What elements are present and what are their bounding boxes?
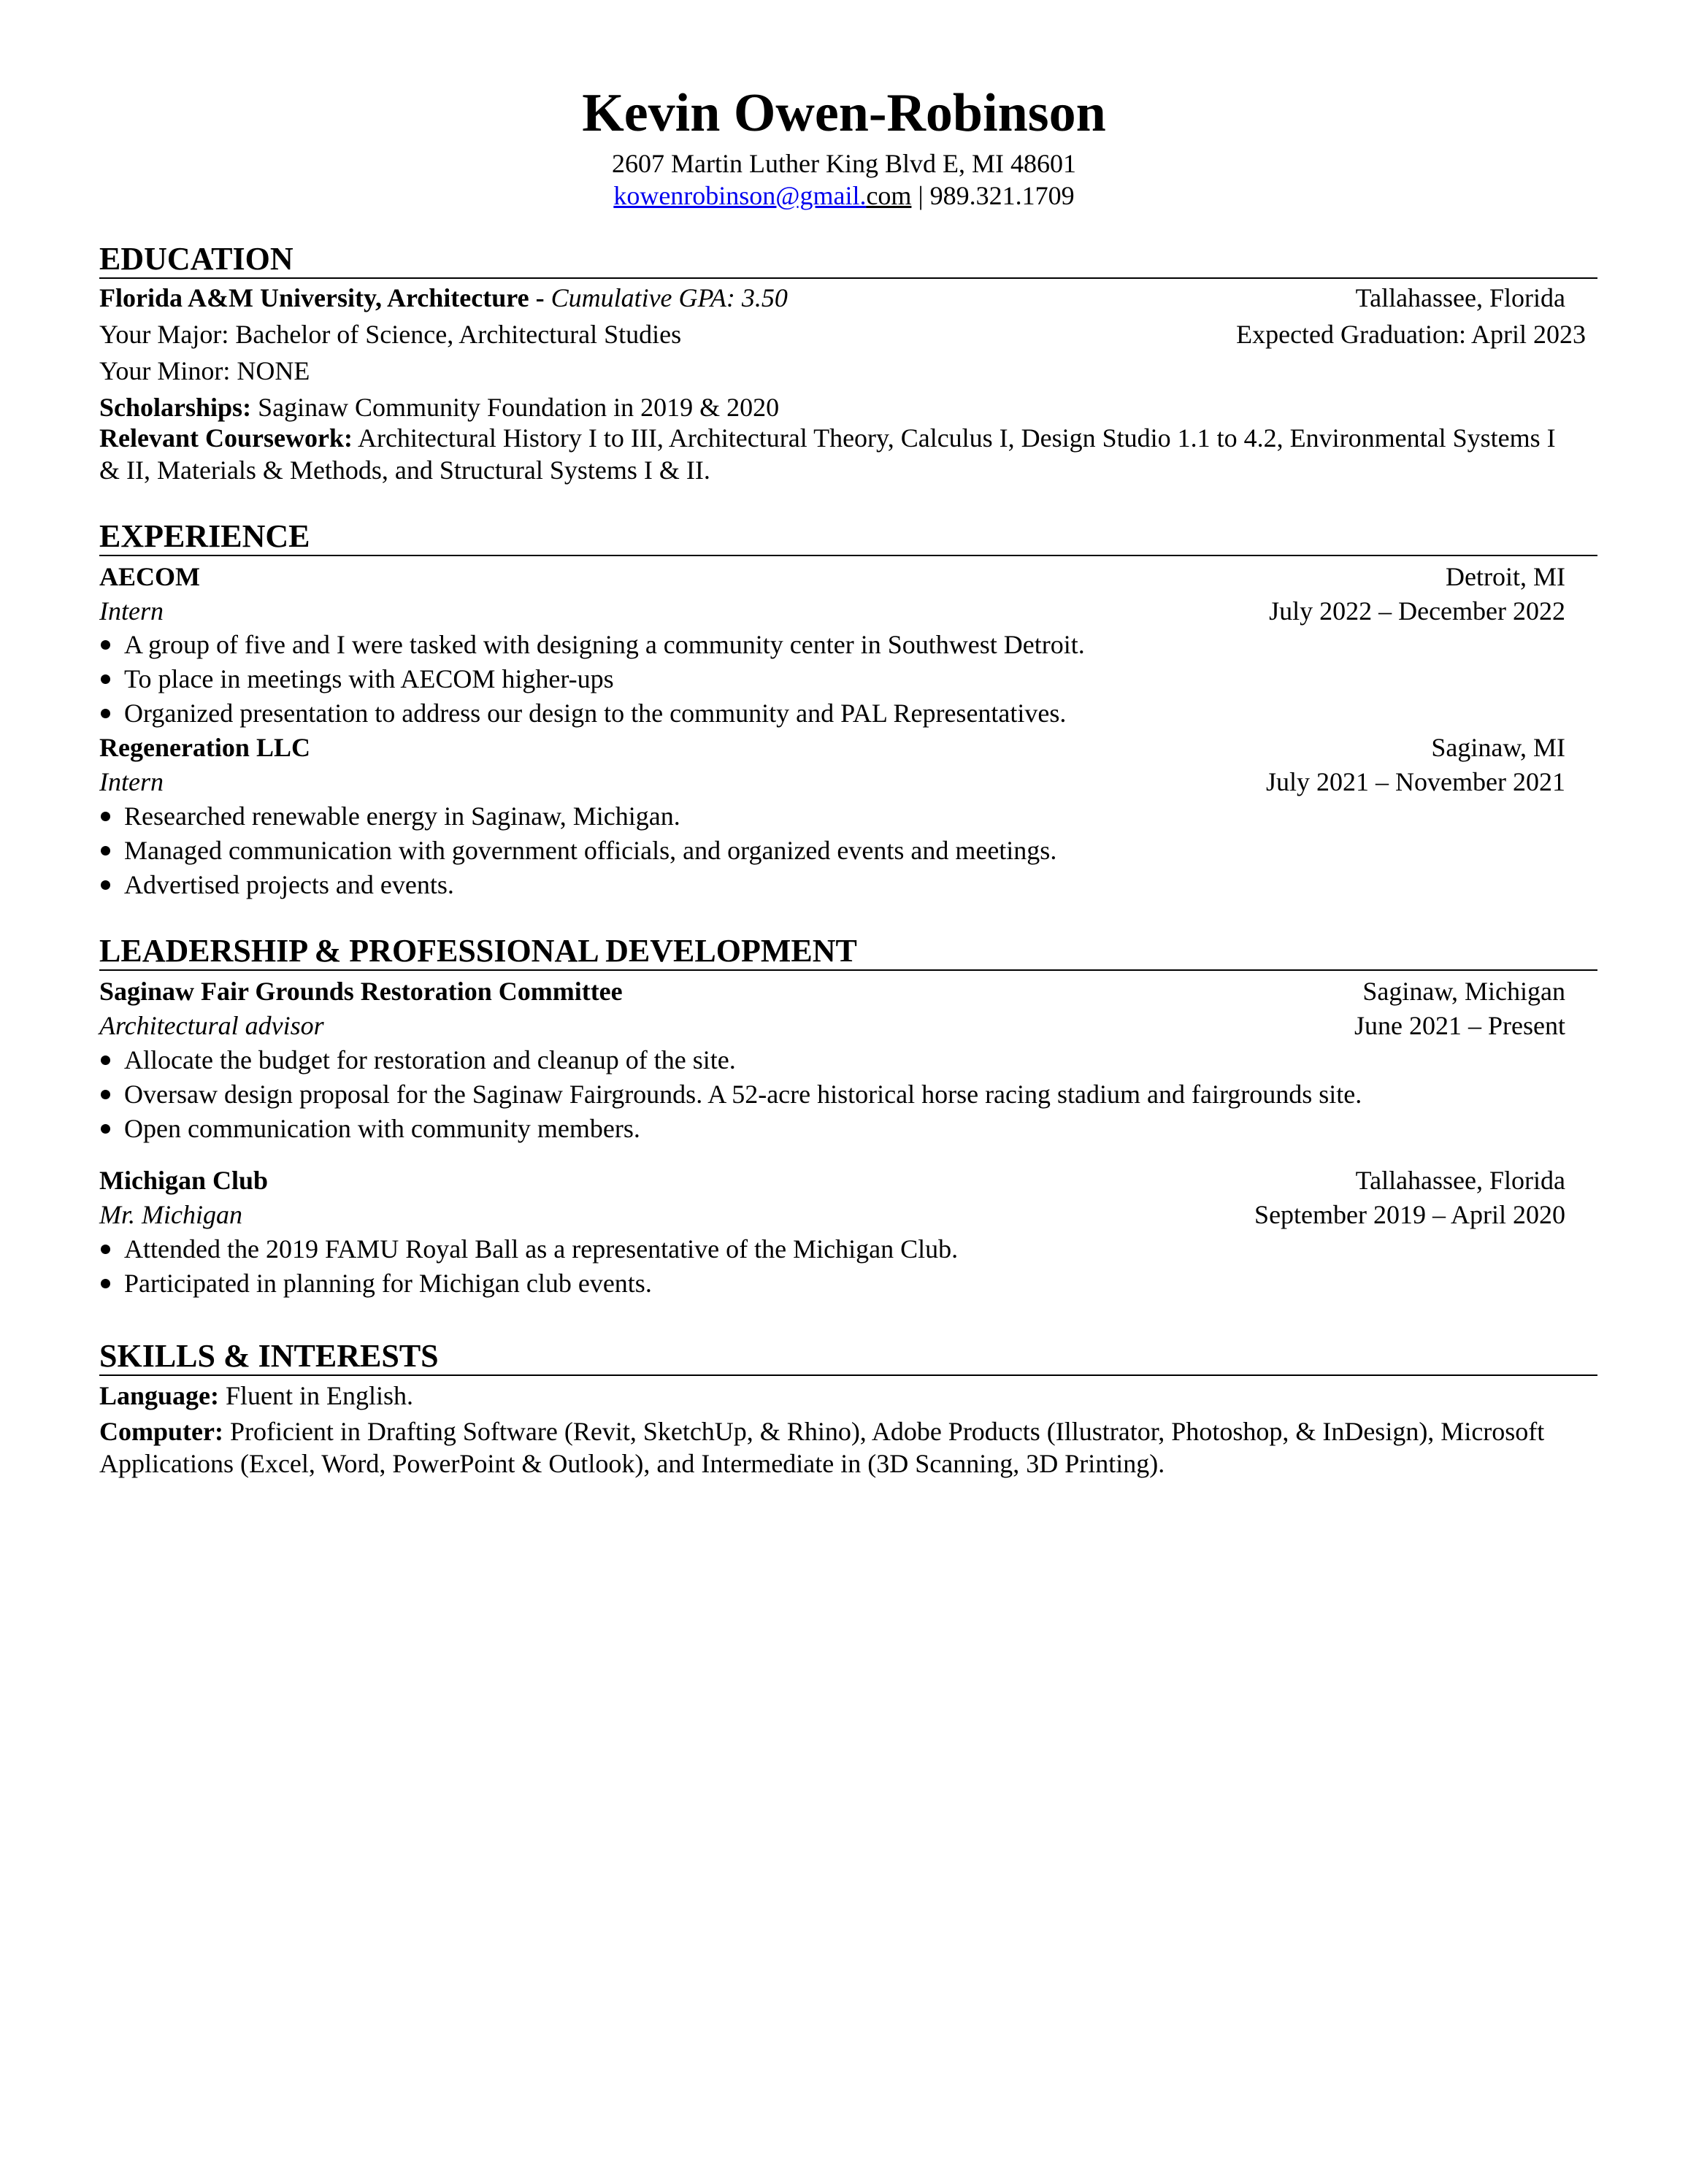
leadership-org: Michigan Club	[99, 1166, 269, 1195]
bullet-icon	[101, 640, 110, 650]
computer-label: Computer:	[99, 1417, 223, 1446]
email-link[interactable]: kowenrobinson@gmail.	[613, 181, 867, 210]
section-divider	[99, 1374, 1597, 1376]
major: Your Major: Bachelor of Science, Architectural Studies	[99, 320, 682, 349]
email-tld[interactable]: com	[866, 181, 912, 210]
section-title-education: EDUCATION	[99, 241, 294, 277]
bullet-icon	[101, 1090, 110, 1099]
section-divider	[99, 555, 1597, 556]
leadership-role: Mr. Michigan	[99, 1200, 242, 1229]
bullet-icon	[101, 1056, 110, 1065]
school-location: Tallahassee, Florida	[1355, 283, 1565, 312]
leadership-org: Saginaw Fair Grounds Restoration Committee	[99, 977, 623, 1006]
job-org: AECOM	[99, 562, 200, 591]
bullet-icon	[101, 880, 110, 890]
address: 2607 Martin Luther King Blvd E, MI 48601	[612, 149, 1076, 178]
contact-line	[0, 182, 1688, 209]
section-title-leadership: LEADERSHIP & PROFESSIONAL DEVELOPMENT	[99, 933, 857, 969]
section-divider	[99, 969, 1597, 971]
coursework-text: Architectural History I to III, Architectural Theory, Calculus I, Design Studio 1.1 to 4.2, Environmental Systems I & II, Materials & Methods, and Structural Systems I & II.	[99, 423, 1556, 485]
section-title-skills: SKILLS & INTERESTS	[99, 1338, 439, 1374]
section-divider	[99, 277, 1597, 279]
leadership-dates: September 2019 – April 2020	[1254, 1200, 1565, 1229]
school-name: Florida A&M University, Architecture -	[99, 283, 551, 312]
candidate-name: Kevin Owen-Robinson	[582, 83, 1106, 143]
minor: Your Minor: NONE	[99, 356, 310, 385]
leadership-dates: June 2021 – Present	[1354, 1011, 1565, 1040]
bullet-icon	[101, 812, 110, 821]
job-location: Detroit, MI	[1446, 562, 1565, 591]
computer-skills	[99, 1415, 1581, 1480]
job-role: Intern	[99, 596, 164, 626]
leadership-location: Tallahassee, Florida	[1355, 1166, 1565, 1195]
job-org: Regeneration LLC	[99, 733, 310, 762]
language-label: Language:	[99, 1381, 220, 1410]
bullet-icon	[101, 1245, 110, 1254]
leadership-location: Saginaw, Michigan	[1362, 977, 1565, 1006]
job-dates: July 2021 – November 2021	[1266, 767, 1565, 796]
section-title-experience: EXPERIENCE	[99, 518, 310, 554]
bullet-icon	[101, 674, 110, 684]
leadership-role: Architectural advisor	[99, 1011, 324, 1040]
scholarships-text: Saginaw Community Foundation in 2019 & 2020	[251, 393, 780, 422]
bullet-icon	[101, 1124, 110, 1134]
coursework-label: Relevant Coursework:	[99, 423, 353, 453]
coursework	[99, 422, 1581, 486]
job-dates: July 2022 – December 2022	[1269, 596, 1565, 626]
resume-page: Kevin Owen-Robinson 2607 Martin Luther King Blvd E, MI 48601 kowenrobinson@gmail.com | 989.321.1709 EDUCATION Florida A&M University, Architecture - Cumulative GPA: 3.50 Tallahassee, Florida Your Major: Bachelor of Science, Architectural Studies Expected Graduation: April 2023 Your Minor: NONE Scholarships: Saginaw Community Foundation in 2019 & 2020 Relevant Coursework: Architectural History I to III, Architectural Theory, Calculus I, Design Studio 1.1 to 4.2, Environmental Systems I & II, Materials & Methods, and Structural Systems I & II. EXPERIENCE AECOM Detroit, MI Intern July 2022 – December 2022 A group of five and I were tasked with designing a community center in Southwest Detroit. To place in meetings with AECOM higher-ups Organized presentation to address our design to the community and PAL Representatives. Regeneration LLC Saginaw, MI Intern July 2021 – November 2021 Researched renewable energy in Saginaw, Michigan. Managed communication with government officials, and organized events and meetings. Advertised projects and events. LEADERSHIP & PROFESSIONAL DEVELOPMENT Saginaw Fair Grounds Restoration Committee Saginaw, Michigan Architectural advisor June 2021 – Present Allocate the budget for restoration and cleanup of the site. Oversaw design proposal for the Saginaw Fairgrounds. A 52-acre historical horse racing stadium and fairgrounds site. Open communication with community members. Michigan Club Tallahassee, Florida Mr. Michigan September 2019 – April 2020 Attended the 2019 FAMU Royal Ball as a representative of the Michigan Club. Participated in planning for Michigan club events. SKILLS & INTERESTS Language: Fluent in English. Computer: Proficient in Drafting Software (Revit, SketchUp, & Rhino), Adobe Products (Illustrator, Photoshop, & InDesign), Microsoft Applications (Excel, Word, PowerPoint & Outlook), and Intermediate in (3D Scanning, 3D Printing).	[0, 0, 1688, 2184]
bullet-icon	[101, 846, 110, 855]
job-location: Saginaw, MI	[1431, 733, 1565, 762]
job-role: Intern	[99, 767, 164, 796]
gpa: Cumulative GPA: 3.50	[550, 283, 788, 312]
scholarships-label: Scholarships:	[99, 393, 252, 422]
phone: | 989.321.1709	[911, 181, 1075, 210]
graduation-date: Expected Graduation: April 2023	[1236, 320, 1586, 349]
bullet-icon	[101, 1279, 110, 1288]
language-text: Fluent in English.	[219, 1381, 414, 1410]
computer-text: Proficient in Drafting Software (Revit, SketchUp, & Rhino), Adobe Products (Illustrator, Photoshop, & InDesign), Microsoft Applications (Excel, Word, PowerPoint & Outlook), and Intermediate in (3D Scanning, 3D Printing).	[99, 1417, 1545, 1478]
bullet-icon	[101, 709, 110, 718]
